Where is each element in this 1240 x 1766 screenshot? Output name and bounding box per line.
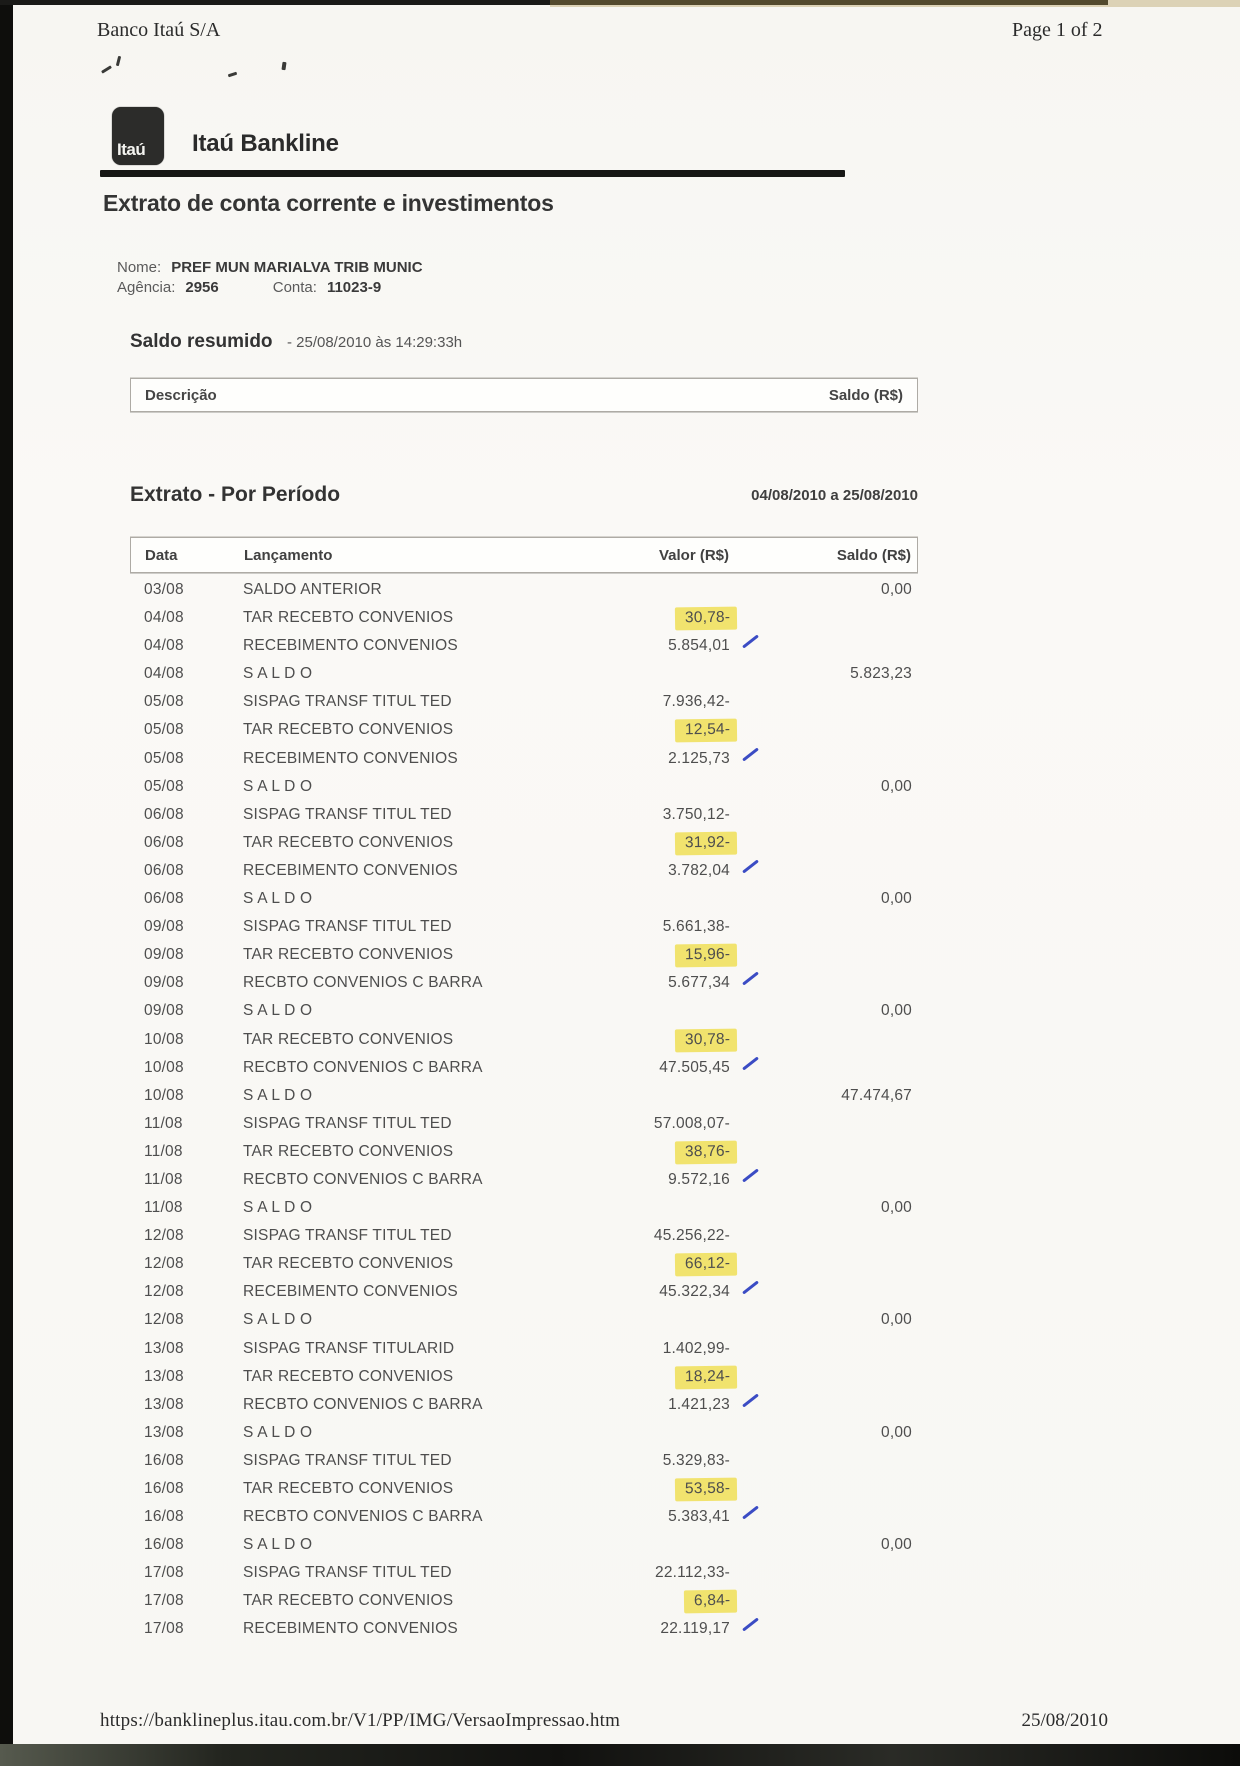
row-date: 12/08	[144, 1227, 184, 1245]
agencia-value: 2956	[185, 279, 219, 296]
row-date: 13/08	[144, 1367, 184, 1385]
table-row	[130, 1363, 918, 1391]
highlighted-value: 18,24-	[675, 1365, 737, 1389]
row-valor	[675, 604, 730, 632]
highlighted-value: 31,92-	[675, 831, 737, 855]
pen-checkmark-icon	[742, 972, 759, 986]
row-description: TAR RECEBTO CONVENIOS	[243, 609, 454, 627]
row-saldo: 0,00	[881, 1311, 912, 1329]
table-row	[130, 1503, 918, 1531]
row-valor	[675, 716, 730, 744]
row-description: TAR RECEBTO CONVENIOS	[243, 833, 454, 851]
table-row	[130, 857, 918, 885]
row-valor	[675, 941, 730, 969]
row-description: RECEBIMENTO CONVENIOS	[243, 749, 458, 767]
table-row	[130, 885, 918, 913]
table-row	[130, 1391, 918, 1419]
row-date: 05/08	[144, 693, 184, 711]
table-row	[130, 1222, 918, 1250]
row-description: TAR RECEBTO CONVENIOS	[243, 1255, 454, 1273]
table-row	[130, 688, 918, 716]
row-valor: 7.936,42-	[662, 693, 730, 711]
row-date: 05/08	[144, 777, 184, 795]
row-date: 16/08	[144, 1508, 184, 1526]
table-row	[130, 801, 918, 829]
page-title: Extrato de conta corrente e investimentos	[103, 190, 554, 216]
row-description: SISPAG TRANSF TITUL TED	[243, 693, 452, 711]
app-name: Itaú Bankline	[192, 130, 339, 157]
row-date: 17/08	[144, 1592, 184, 1610]
row-valor: 5.383,41	[668, 1508, 730, 1526]
row-date: 16/08	[144, 1480, 184, 1497]
row-saldo: 47.474,67	[841, 1086, 912, 1104]
row-description: SISPAG TRANSF TITULARID	[243, 1339, 455, 1357]
col-saldo: Saldo (R$)	[836, 547, 911, 564]
pen-checkmark-icon	[742, 859, 759, 873]
row-valor: 22.119,17	[660, 1620, 730, 1638]
table-row	[130, 1447, 918, 1475]
row-description: SISPAG TRANSF TITUL TED	[243, 1227, 452, 1245]
row-saldo: 5.823,23	[850, 665, 912, 683]
row-saldo: 0,00	[881, 1536, 912, 1554]
row-valor: 45.322,34	[659, 1283, 730, 1301]
row-valor: 45.256,22-	[653, 1227, 730, 1245]
table-row	[130, 604, 918, 632]
row-date: 05/08	[144, 721, 184, 739]
row-valor	[675, 829, 730, 857]
row-saldo: 0,00	[881, 1199, 912, 1217]
table-row	[130, 1110, 918, 1138]
account-name-row	[117, 258, 423, 278]
row-date: 04/08	[144, 609, 184, 627]
row-description: S A L D O	[243, 1002, 313, 1020]
table-row	[130, 969, 918, 997]
table-row	[130, 576, 918, 604]
table-row	[130, 1306, 918, 1334]
extrato-period: 04/08/2010 a 25/08/2010	[751, 486, 918, 504]
row-valor: 3.750,12-	[662, 805, 730, 823]
row-date: 13/08	[144, 1395, 184, 1413]
row-date: 09/08	[144, 974, 184, 992]
row-date: 12/08	[144, 1283, 184, 1301]
table-row	[130, 1250, 918, 1278]
row-date: 06/08	[144, 805, 184, 823]
row-saldo: 0,00	[881, 777, 912, 795]
table-row	[130, 1082, 918, 1110]
row-description: RECEBIMENTO CONVENIOS	[243, 1620, 458, 1638]
row-valor: 57.008,07-	[653, 1114, 730, 1132]
row-description: S A L D O	[243, 665, 313, 683]
row-description: SISPAG TRANSF TITUL TED	[243, 918, 452, 936]
print-header-right: Page 1 of 2	[1012, 19, 1103, 41]
pen-checkmark-icon	[742, 1618, 759, 1632]
row-description: SISPAG TRANSF TITUL TED	[243, 1564, 452, 1582]
row-date: 11/08	[144, 1142, 183, 1160]
row-description: S A L D O	[243, 777, 313, 795]
highlighted-value: 12,54-	[675, 719, 737, 743]
conta-label: Conta:	[272, 279, 317, 296]
row-valor: 1.402,99-	[662, 1339, 730, 1357]
row-description: TAR RECEBTO CONVENIOS	[243, 1592, 454, 1610]
table-row	[130, 1531, 918, 1559]
row-valor: 22.112,33-	[655, 1564, 730, 1582]
row-date: 05/08	[144, 749, 184, 767]
col-valor: Valor (R$)	[658, 547, 729, 564]
table-row	[130, 1138, 918, 1166]
row-valor: 1.421,23	[668, 1395, 730, 1413]
pen-scribble	[228, 72, 237, 78]
table-row	[130, 1026, 918, 1054]
row-description: S A L D O	[243, 1199, 313, 1217]
account-info	[117, 258, 423, 298]
row-valor: 5.854,01	[668, 637, 730, 655]
row-date: 13/08	[144, 1339, 184, 1357]
table-row	[130, 1054, 918, 1082]
table-row	[130, 632, 918, 660]
highlighted-value: 30,78-	[675, 607, 737, 631]
row-valor	[675, 1363, 730, 1391]
col-data: Data	[145, 547, 178, 564]
saldo-resumido-table-header	[130, 378, 918, 412]
extrato-title: Extrato - Por Período	[130, 483, 341, 506]
table-row	[130, 1166, 918, 1194]
table-row	[130, 1278, 918, 1306]
saldo-resumido-timestamp: - 25/08/2010 às 14:29:33h	[286, 334, 463, 351]
row-date: 10/08	[144, 1058, 184, 1076]
row-date: 06/08	[144, 861, 184, 879]
row-date: 09/08	[144, 1002, 184, 1020]
account-number-row	[117, 278, 423, 298]
print-footer-date: 25/08/2010	[1021, 1710, 1108, 1731]
row-date: 12/08	[144, 1311, 184, 1329]
col-saldo: Saldo (R$)	[828, 386, 903, 404]
row-date: 16/08	[144, 1451, 184, 1469]
row-description: SISPAG TRANSF TITUL TED	[243, 1114, 452, 1132]
pen-checkmark-icon	[742, 1506, 759, 1520]
itau-logo	[112, 107, 164, 165]
table-row	[130, 1615, 918, 1643]
itau-logo-text: Itaú	[117, 140, 146, 159]
extrato-table-header	[130, 537, 918, 573]
table-row	[130, 997, 918, 1025]
row-date: 06/08	[144, 833, 184, 851]
row-description: RECBTO CONVENIOS C BARRA	[243, 1170, 483, 1188]
row-date: 09/08	[144, 946, 184, 964]
saldo-resumido-title: Saldo resumido	[130, 331, 273, 352]
row-date: 10/08	[144, 1086, 184, 1104]
table-row	[130, 716, 918, 744]
highlighted-value: 15,96-	[675, 944, 737, 968]
row-description: RECBTO CONVENIOS C BARRA	[243, 1395, 483, 1413]
row-date: 11/08	[144, 1114, 183, 1132]
scan-edge-bottom	[0, 1744, 1240, 1766]
pen-scribble	[116, 56, 121, 66]
row-date: 04/08	[144, 665, 184, 683]
table-row	[130, 745, 918, 773]
highlighted-value: 6,84-	[683, 1590, 737, 1614]
highlighted-value: 30,78-	[675, 1028, 737, 1052]
highlighted-value: 53,58-	[675, 1478, 737, 1502]
row-description: TAR RECEBTO CONVENIOS	[243, 1480, 454, 1497]
row-saldo: 0,00	[881, 1002, 912, 1020]
row-description: S A L D O	[243, 1536, 313, 1554]
pen-checkmark-icon	[742, 747, 759, 761]
row-description: SALDO ANTERIOR	[243, 581, 382, 598]
row-valor: 5.677,34	[668, 974, 730, 992]
scan-edge-left	[0, 0, 13, 1766]
extrato-rows	[130, 576, 918, 1644]
row-date: 06/08	[144, 890, 184, 908]
row-valor: 5.329,83-	[662, 1451, 730, 1469]
table-row	[130, 1419, 918, 1447]
header-rule	[100, 170, 845, 177]
row-description: RECBTO CONVENIOS C BARRA	[243, 1058, 483, 1076]
row-description: S A L D O	[243, 1423, 313, 1441]
table-row	[130, 1587, 918, 1615]
table-row	[130, 773, 918, 801]
pen-scribble	[281, 62, 286, 70]
row-date: 16/08	[144, 1536, 184, 1554]
row-date: 11/08	[144, 1170, 183, 1188]
highlighted-value: 66,12-	[675, 1253, 737, 1277]
scan-edge-tint	[550, 0, 1240, 7]
table-row	[130, 913, 918, 941]
print-header-left: Banco Itaú S/A	[97, 19, 221, 41]
nome-label: Nome:	[117, 259, 162, 276]
row-description: SISPAG TRANSF TITUL TED	[243, 805, 452, 823]
row-date: 03/08	[144, 581, 184, 598]
pen-checkmark-icon	[742, 1281, 759, 1295]
row-saldo: 0,00	[881, 581, 912, 598]
row-description: RECEBIMENTO CONVENIOS	[243, 861, 458, 879]
row-description: S A L D O	[243, 890, 313, 908]
table-row	[130, 660, 918, 688]
agencia-label: Agência:	[117, 279, 176, 296]
row-description: S A L D O	[243, 1311, 313, 1329]
row-description: RECEBIMENTO CONVENIOS	[243, 637, 458, 655]
row-description: RECEBIMENTO CONVENIOS	[243, 1283, 458, 1301]
print-footer-url: https://banklineplus.itau.com.br/V1/PP/IMG/VersaoImpressao.htm	[100, 1710, 621, 1731]
row-description: TAR RECEBTO CONVENIOS	[243, 721, 454, 739]
row-saldo: 0,00	[881, 890, 912, 908]
row-valor: 3.782,04	[668, 861, 730, 879]
pen-checkmark-icon	[742, 1168, 759, 1182]
row-date: 04/08	[144, 637, 184, 655]
row-description: S A L D O	[243, 1086, 313, 1104]
table-row	[130, 941, 918, 969]
pen-scribble	[101, 65, 112, 73]
row-description: RECBTO CONVENIOS C BARRA	[243, 1508, 483, 1526]
row-valor: 2.125,73	[668, 749, 730, 767]
row-date: 09/08	[144, 918, 184, 936]
table-row	[130, 1475, 918, 1503]
pen-checkmark-icon	[742, 635, 759, 649]
col-descricao: Descrição	[145, 386, 217, 404]
row-date: 11/08	[144, 1199, 183, 1217]
row-date: 12/08	[144, 1255, 184, 1273]
col-lancamento: Lançamento	[244, 547, 333, 564]
row-valor: 5.661,38-	[662, 918, 730, 936]
row-valor: 9.572,16	[668, 1170, 730, 1188]
row-valor	[675, 1138, 730, 1166]
table-row	[130, 1335, 918, 1363]
row-description: SISPAG TRANSF TITUL TED	[243, 1451, 452, 1469]
row-valor: 47.505,45	[659, 1058, 730, 1076]
row-valor	[684, 1587, 730, 1615]
pen-checkmark-icon	[742, 1056, 759, 1070]
nome-value: PREF MUN MARIALVA TRIB MUNIC	[171, 259, 423, 276]
spacer	[229, 278, 263, 298]
row-description: RECBTO CONVENIOS C BARRA	[243, 974, 483, 992]
row-description: TAR RECEBTO CONVENIOS	[243, 1367, 454, 1385]
row-date: 10/08	[144, 1030, 184, 1048]
row-valor	[675, 1250, 730, 1278]
row-date: 13/08	[144, 1423, 184, 1441]
row-description: TAR RECEBTO CONVENIOS	[243, 1030, 454, 1048]
row-valor	[675, 1475, 730, 1503]
table-row	[130, 829, 918, 857]
row-description: TAR RECEBTO CONVENIOS	[243, 946, 454, 964]
row-date: 17/08	[144, 1564, 184, 1582]
row-date: 17/08	[144, 1620, 184, 1638]
table-row	[130, 1194, 918, 1222]
saldo-resumido-heading	[130, 331, 462, 353]
conta-value: 11023-9	[326, 279, 382, 296]
pen-checkmark-icon	[742, 1393, 759, 1407]
row-description: TAR RECEBTO CONVENIOS	[243, 1142, 454, 1160]
row-saldo: 0,00	[881, 1423, 912, 1441]
row-valor	[675, 1026, 730, 1054]
table-row	[130, 1559, 918, 1587]
highlighted-value: 38,76-	[675, 1140, 737, 1164]
extrato-heading	[130, 483, 918, 507]
